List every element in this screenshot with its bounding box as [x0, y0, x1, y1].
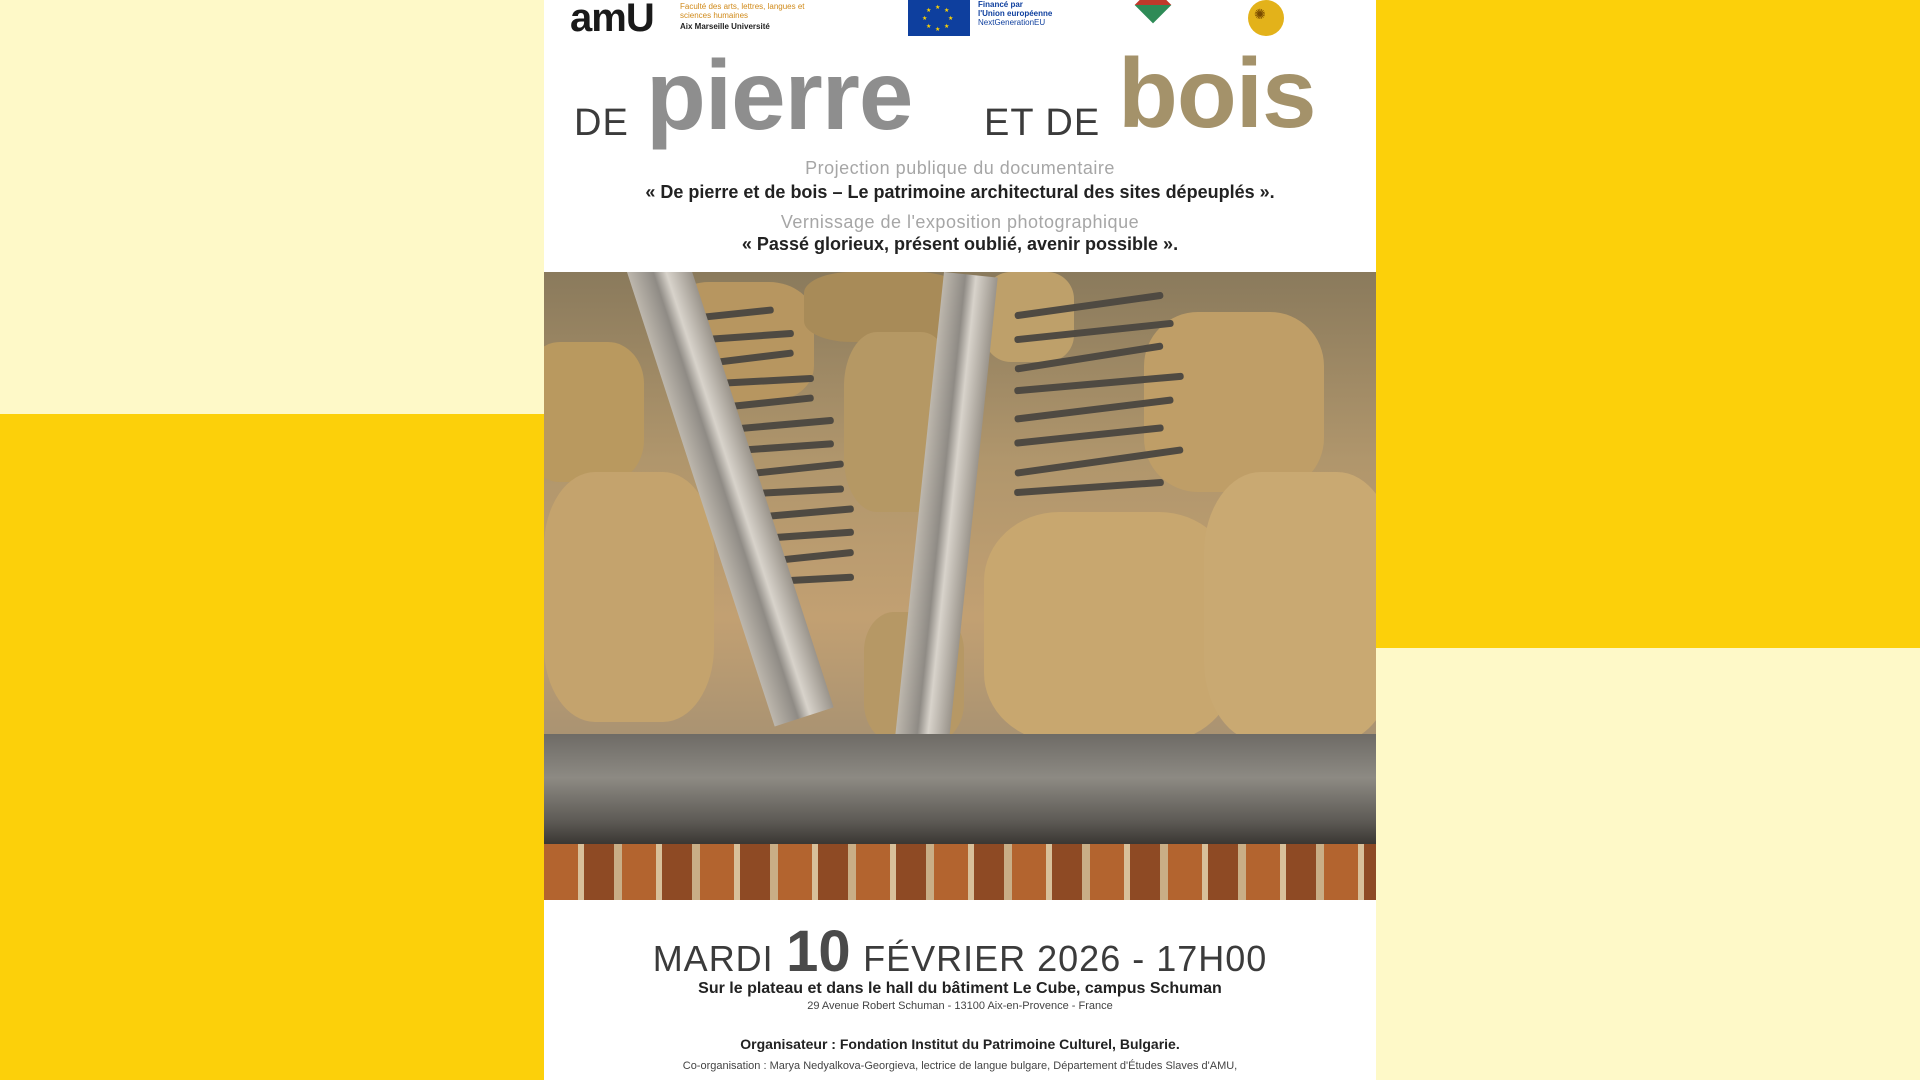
exhibition-title: « Passé glorieux, présent oublié, avenir possible ». [741, 234, 1179, 254]
eu-line2: l'Union européenne [978, 9, 1053, 18]
event-date-number: 10 [786, 919, 851, 984]
event-venue: Sur le plateau et dans le hall du bâtiment Le Cube, campus Schuman [698, 980, 1222, 997]
title-de: DE [574, 102, 629, 144]
wall-photo [544, 272, 1376, 900]
documentary-title: « De pierre et de bois – Le patrimoine architectural des sites dépeuplés ». [645, 182, 1275, 202]
title-et-de: ET DE [984, 102, 1101, 144]
eu-caption [978, 0, 1078, 27]
eu-line3: NextGenerationEU [978, 18, 1046, 27]
crest-logo [1118, 0, 1188, 40]
co-organizer: Co-organisation : Marya Nedyalkova-Georgieva, lectrice de langue bulgare, Département d'Études Slaves d'AMU, [682, 1060, 1238, 1072]
event-day: MARDI [652, 938, 774, 979]
projection-label: Projection publique du documentaire [805, 158, 1115, 178]
amu-mark: amU [570, 0, 654, 40]
title-bois: bois [1118, 38, 1316, 148]
event-address: 29 Avenue Robert Schuman - 13100 Aix-en-Provence - France [807, 1000, 1113, 1012]
brick-rubble [544, 844, 1376, 900]
event-poster [544, 0, 1376, 1080]
event-month-time: FÉVRIER 2026 - 17H00 [863, 938, 1268, 979]
crest-icon [1135, 0, 1172, 23]
institute-seal-logo [1246, 0, 1356, 40]
wooden-beam [544, 734, 1376, 844]
amu-faculty: Faculté des arts, lettres, langues et sciences humaines [680, 2, 805, 20]
event-date [544, 918, 1376, 985]
vernissage-label: Vernissage de l'exposition photographique [780, 212, 1140, 232]
title-pierre: pierre [646, 40, 913, 150]
eu-line1: Financé par [978, 0, 1023, 9]
amu-university: Aix Marseille Université [680, 22, 770, 31]
organizer: Organisateur : Fondation Institut du Patrimoine Culturel, Bulgarie. [740, 1036, 1180, 1052]
eu-flag-icon: ★ ★ ★ ★ ★ ★ ★ ★ [908, 0, 970, 36]
seal-icon: ✺ [1248, 0, 1284, 36]
poster-title [544, 40, 1376, 160]
